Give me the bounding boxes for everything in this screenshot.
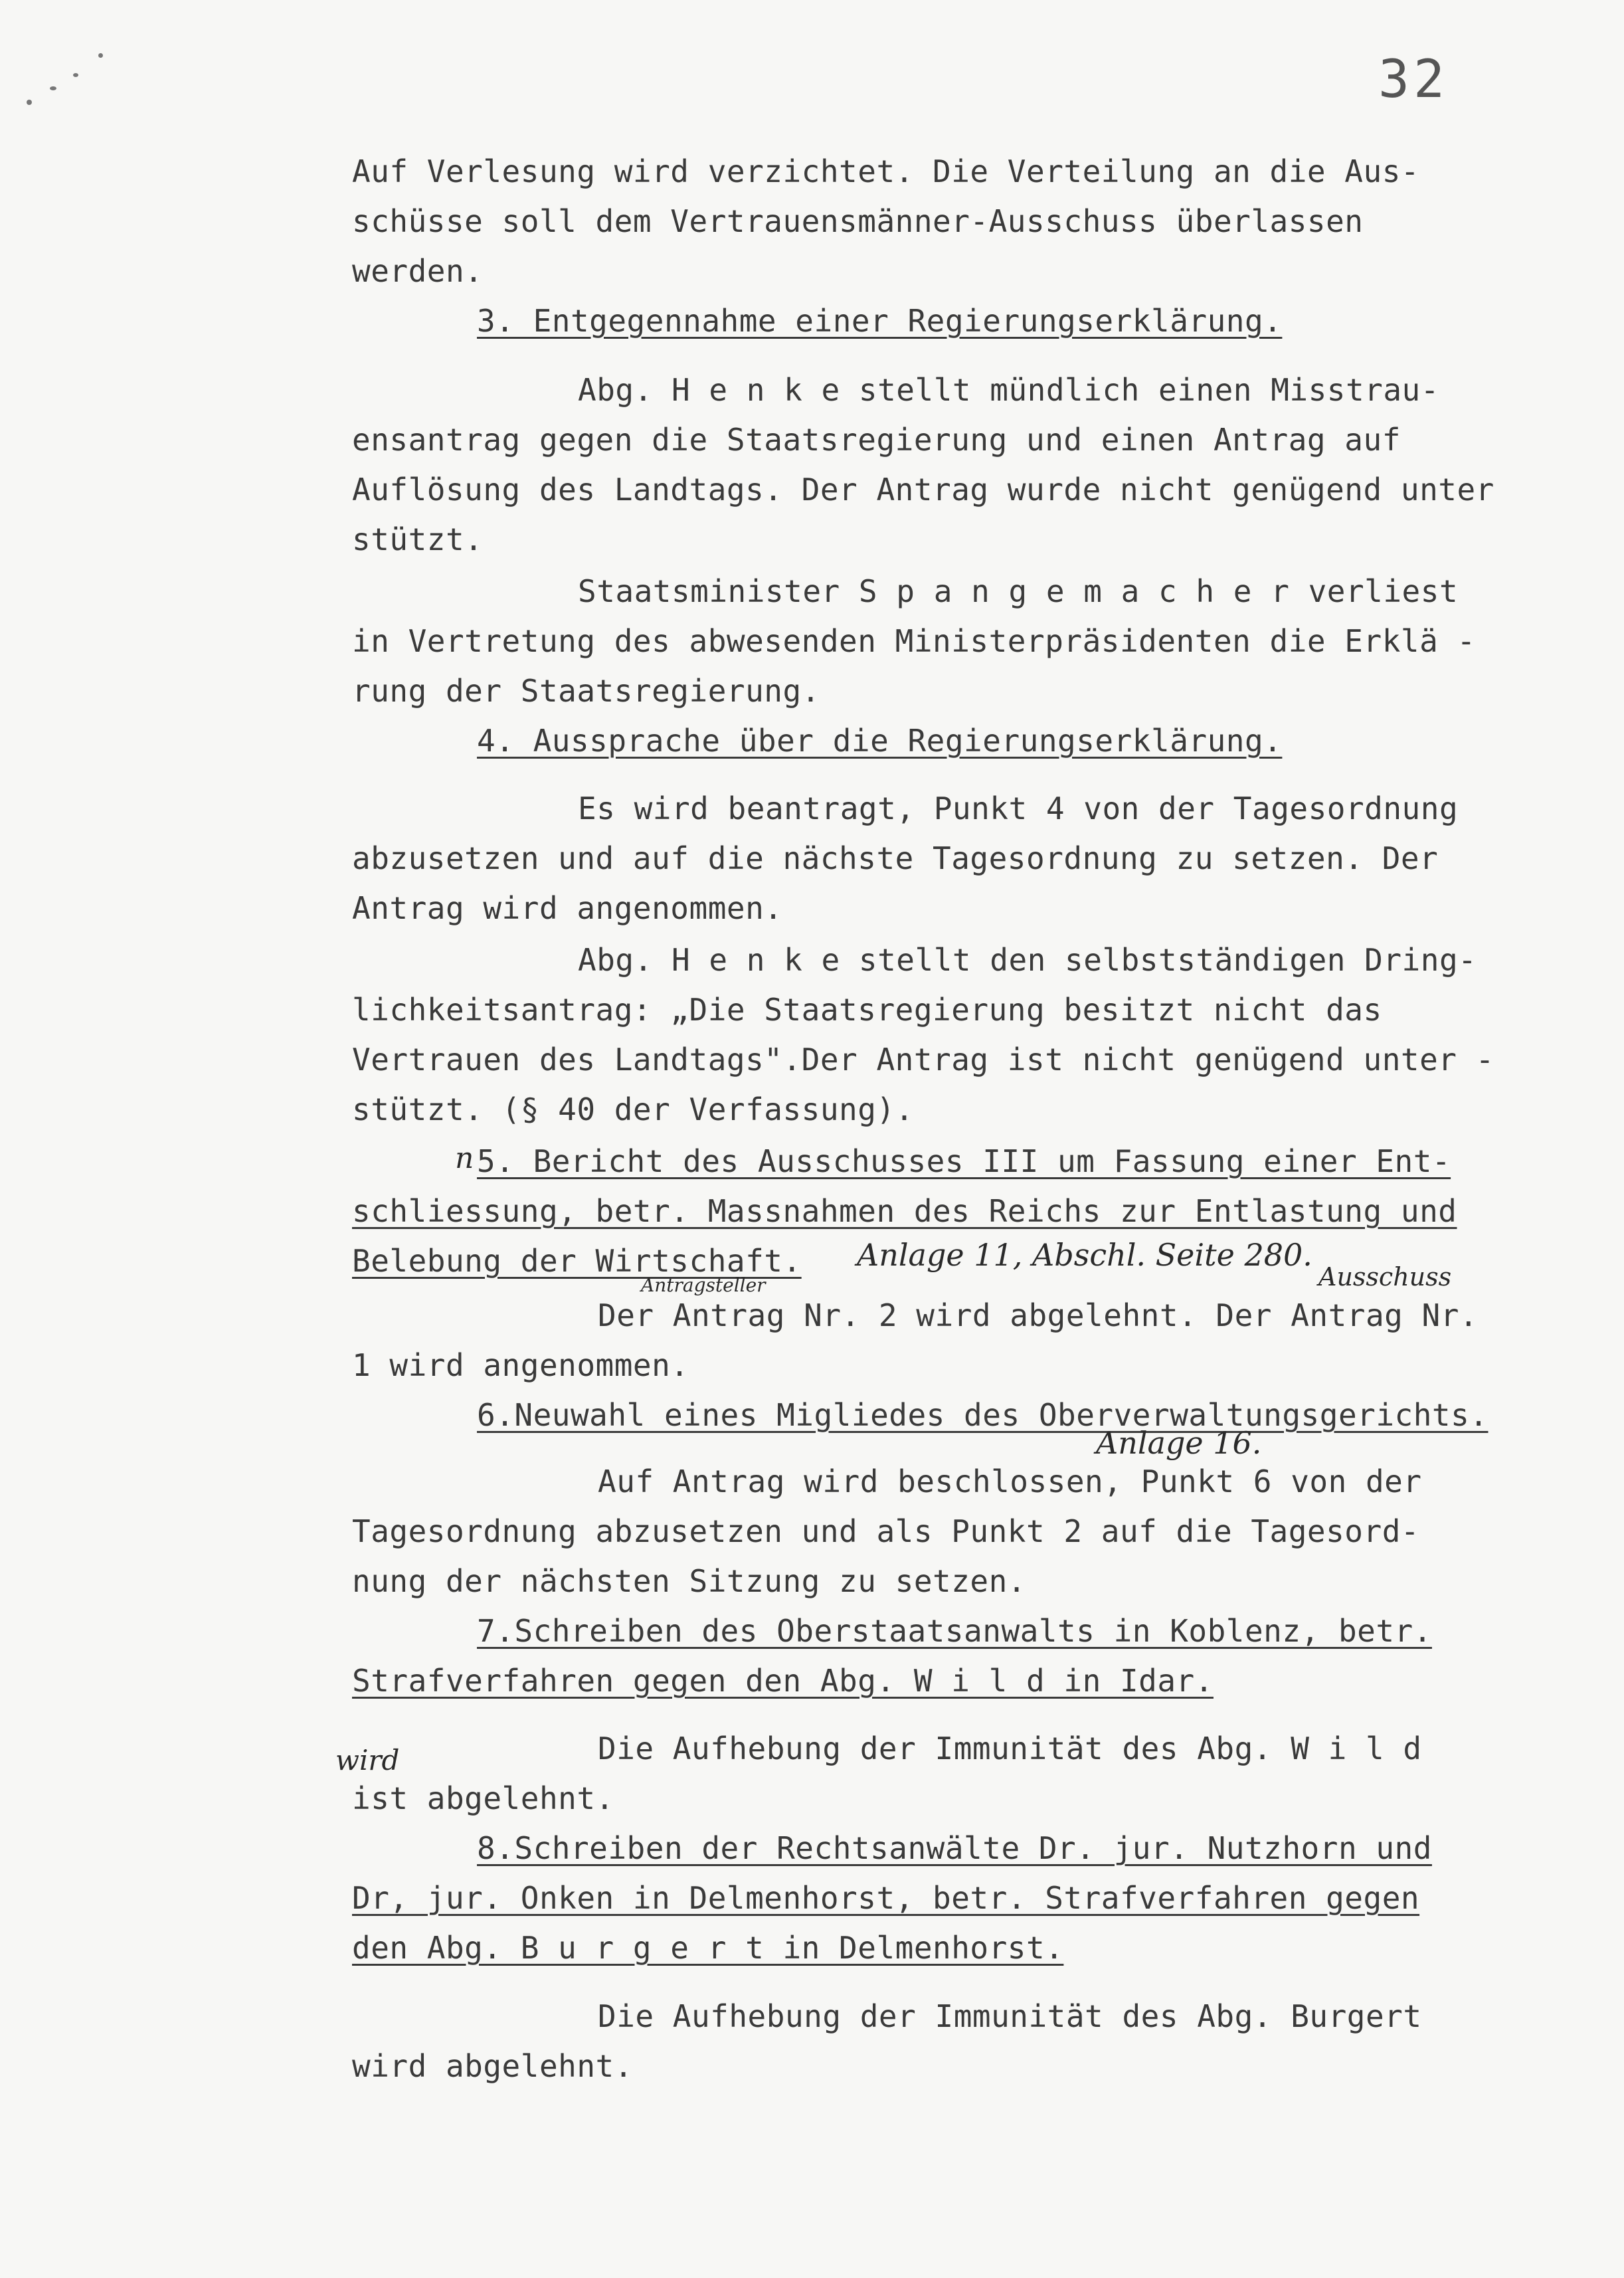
scan-speck bbox=[27, 100, 32, 105]
text-line: wird abgelehnt. bbox=[352, 2048, 633, 2084]
text-line: stützt. bbox=[352, 522, 484, 557]
text-line: Tagesordnung abzusetzen und als Punkt 2 auf die Tagesord- bbox=[352, 1513, 1420, 1549]
text-line: werden. bbox=[352, 253, 484, 289]
agenda-heading-5-cont: schliessung, betr. Massnahmen des Reichs zur Entlastung und bbox=[352, 1193, 1457, 1229]
agenda-heading-7: 7.Schreiben des Oberstaatsanwalts in Koblenz, betr. bbox=[477, 1613, 1432, 1649]
agenda-heading-3: 3. Entgegennahme einer Regierungserklärung. bbox=[477, 303, 1283, 339]
handwritten-note-ausschuss: Ausschuss bbox=[1318, 1262, 1452, 1291]
text-line: Staatsminister S p a n g e m a c h e r verliest bbox=[578, 573, 1459, 609]
handwritten-note-wird: wird bbox=[335, 1744, 400, 1776]
agenda-heading-8: 8.Schreiben der Rechtsanwälte Dr. jur. Nutzhorn und bbox=[477, 1830, 1432, 1866]
text-line: nung der nächsten Sitzung zu setzen. bbox=[352, 1563, 1026, 1599]
text-line: Auf Antrag wird beschlossen, Punkt 6 von der bbox=[598, 1464, 1422, 1499]
agenda-heading-8-cont: Dr, jur. Onken in Delmenhorst, betr. Strafverfahren gegen bbox=[352, 1880, 1420, 1916]
text-line: Antrag wird angenommen. bbox=[352, 890, 783, 926]
text-line: 1 wird angenommen. bbox=[352, 1347, 689, 1383]
text-line: Es wird beantragt, Punkt 4 von der Tagesordnung bbox=[578, 791, 1459, 826]
text-line: Auf Verlesung wird verzichtet. Die Verteilung an die Aus- bbox=[352, 153, 1420, 189]
handwritten-note-anlage-16: Anlage 16. bbox=[1096, 1425, 1262, 1461]
agenda-heading-5: 5. Bericht des Ausschusses III um Fassung einer Ent- bbox=[477, 1143, 1451, 1179]
agenda-heading-6: 6.Neuwahl eines Migliedes des Oberverwaltungsgerichts. bbox=[477, 1397, 1489, 1433]
text-line: rung der Staatsregierung. bbox=[352, 673, 820, 709]
scan-speck bbox=[73, 73, 78, 77]
text-line: ensantrag gegen die Staatsregierung und einen Antrag auf bbox=[352, 422, 1401, 458]
text-line: stützt. (§ 40 der Verfassung). bbox=[352, 1092, 914, 1127]
handwritten-margin-n: n bbox=[455, 1141, 474, 1175]
text-line: Abg. H e n k e stellt den selbstständigen Dring- bbox=[578, 942, 1477, 978]
text-line: Auflösung des Landtags. Der Antrag wurde nicht genügend unter bbox=[352, 472, 1494, 508]
text-line: Der Antrag Nr. 2 wird abgelehnt. Der Antrag Nr. bbox=[598, 1297, 1479, 1333]
text-line: ist abgelehnt. bbox=[352, 1780, 614, 1816]
scan-speck bbox=[98, 53, 103, 58]
text-line: Die Aufhebung der Immunität des Abg. W i l d bbox=[598, 1731, 1422, 1766]
agenda-heading-8-cont: den Abg. B u r g e r t in Delmenhorst. bbox=[352, 1930, 1064, 1966]
agenda-heading-5-cont: Belebung der Wirtschaft. bbox=[352, 1243, 802, 1279]
text-line: schüsse soll dem Vertrauensmänner-Ausschuss überlassen bbox=[352, 203, 1364, 239]
text-line: Die Aufhebung der Immunität des Abg. Burgert bbox=[598, 1998, 1422, 2034]
text-line: Vertrauen des Landtags".Der Antrag ist nicht genügend unter - bbox=[352, 1042, 1494, 1078]
page-number: 32 bbox=[1378, 50, 1449, 110]
agenda-heading-4: 4. Aussprache über die Regierungserklärung. bbox=[477, 723, 1283, 759]
scan-speck bbox=[50, 86, 56, 90]
handwritten-note-antragsteller: Antragsteller bbox=[641, 1274, 766, 1296]
text-line: Abg. H e n k e stellt mündlich einen Misstrau- bbox=[578, 372, 1439, 408]
text-line: in Vertretung des abwesenden Ministerpräsidenten die Erklä - bbox=[352, 623, 1476, 659]
handwritten-note-anlage-11: Anlage 11, Abschl. Seite 280. bbox=[857, 1237, 1312, 1273]
text-line: lichkeitsantrag: „Die Staatsregierung besitzt nicht das bbox=[352, 992, 1382, 1028]
agenda-heading-7-cont: Strafverfahren gegen den Abg. W i l d in Idar. bbox=[352, 1663, 1214, 1699]
text-line: abzusetzen und auf die nächste Tagesordnung zu setzen. Der bbox=[352, 840, 1439, 876]
